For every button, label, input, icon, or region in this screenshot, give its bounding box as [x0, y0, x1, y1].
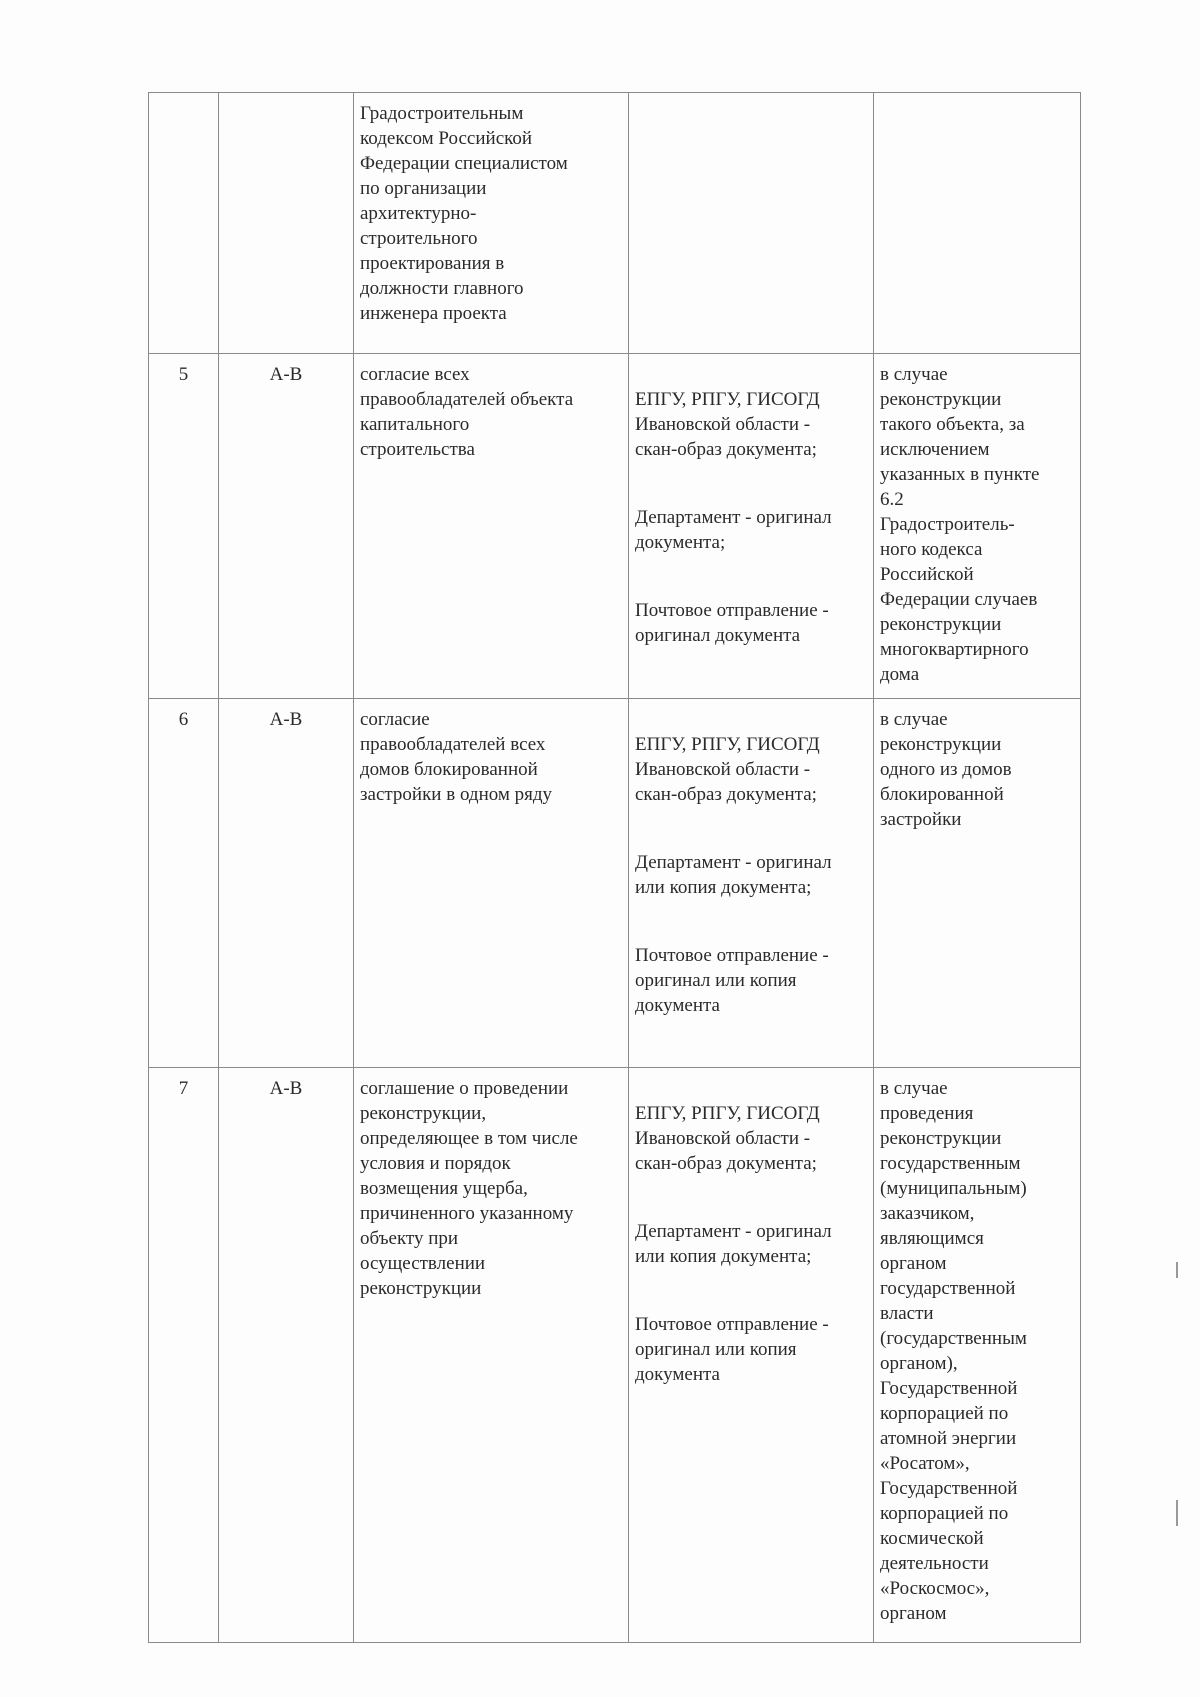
table-row	[149, 354, 1081, 699]
row-code: А-В	[219, 699, 354, 1068]
row-code: А-В	[219, 1068, 354, 1643]
condition-cell	[874, 93, 1081, 354]
condition-cell: в случае проведения реконструкции государственным (муниципальным) заказчиком, являющимся органом государственной власти (государственным органом), Государственной корпорацией по атомной энергии «Росатом», Государственной корпорацией по космической деятельности «Роскосмос», органом	[874, 1068, 1081, 1643]
channel-department: Департамент - оригинал документа;	[635, 507, 832, 553]
row-code	[219, 93, 354, 354]
row-code: А-В	[219, 354, 354, 699]
channel-electronic: ЕПГУ, РПГУ, ГИСОГД Ивановской области - скан-образ документа;	[635, 389, 820, 460]
table-row	[149, 1068, 1081, 1643]
row-number: 7	[149, 1068, 219, 1643]
document-cell: согласие правообладателей всех домов блокированной застройки в одном ряду	[354, 699, 629, 1068]
channel-post: Почтовое отправление - оригинал документа	[635, 600, 829, 646]
document-cell: соглашение о проведении реконструкции, определяющее в том числе условия и порядок возмещения ущерба, причиненного указанному объекту при осуществлении реконструкции	[354, 1068, 629, 1643]
channels-cell	[629, 354, 874, 699]
requirements-table	[148, 92, 1081, 1643]
channels-cell	[629, 93, 874, 354]
channel-department: Департамент - оригинал или копия документа;	[635, 1221, 832, 1267]
channels-cell	[629, 699, 874, 1068]
condition-cell: в случае реконструкции одного из домов блокированной застройки	[874, 699, 1081, 1068]
condition-cell: в случае реконструкции такого объекта, за исключением указанных в пункте 6.2 Градостроитель- ного кодекса Российской Федерации случаев реконструкции многоквартирного дома	[874, 354, 1081, 699]
row-number: 5	[149, 354, 219, 699]
channels-cell	[629, 1068, 874, 1643]
document-cell: Градостроительным кодексом Российской Федерации специалистом по организации архитектурно- строительного проектирования в должности главного инженера проекта	[354, 93, 629, 354]
table-row	[149, 699, 1081, 1068]
scan-edge-mark	[1176, 1500, 1178, 1526]
channel-department: Департамент - оригинал или копия документа;	[635, 852, 832, 898]
row-number: 6	[149, 699, 219, 1068]
row-number	[149, 93, 219, 354]
channel-post: Почтовое отправление - оригинал или копия документа	[635, 945, 829, 1016]
channel-electronic: ЕПГУ, РПГУ, ГИСОГД Ивановской области - скан-образ документа;	[635, 734, 820, 805]
channel-electronic: ЕПГУ, РПГУ, ГИСОГД Ивановской области - скан-образ документа;	[635, 1103, 820, 1174]
table-row	[149, 93, 1081, 354]
scan-edge-mark	[1176, 1262, 1178, 1278]
document-cell: согласие всех правообладателей объекта капитального строительства	[354, 354, 629, 699]
channel-post: Почтовое отправление - оригинал или копия документа	[635, 1314, 829, 1385]
